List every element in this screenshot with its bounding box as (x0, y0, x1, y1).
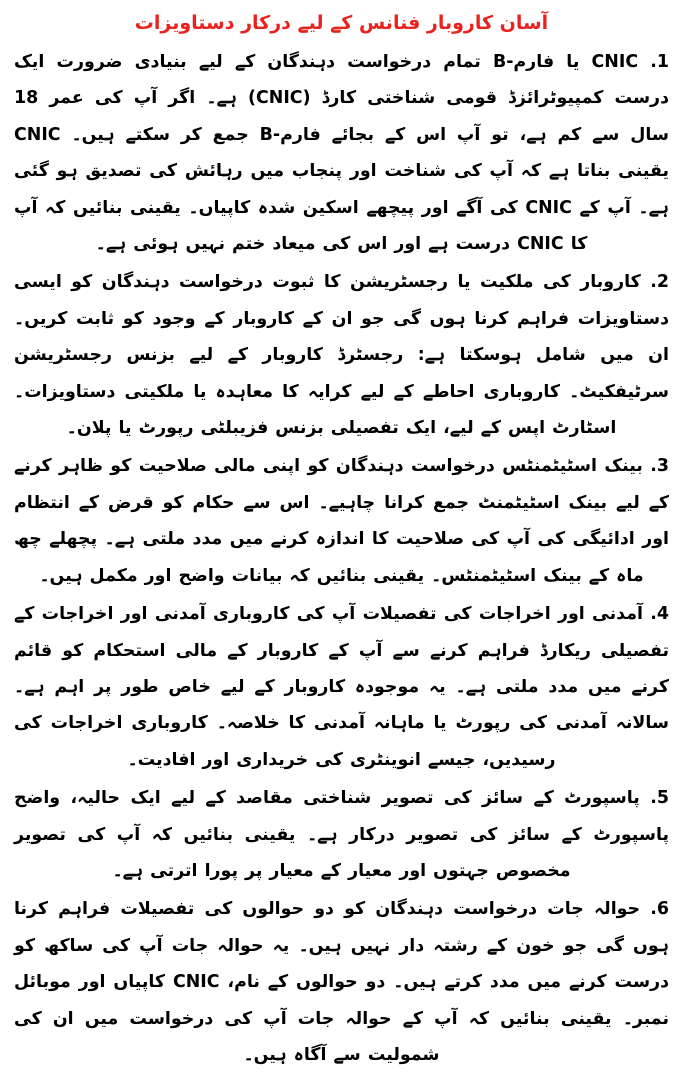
section-number: 2. (650, 272, 669, 293)
section-text: پاسپورٹ کے سائز کی تصویر شناختی مقاصد کے لیے ایک حالیہ، واضح پاسپورٹ کے سائز کی تصویر درکار ہے۔ یقینی بنائیں کہ آپ کی تصویر مخصوص جہتوں اور معیار کے معیار پر پورا اترتی ہے۔ (14, 788, 669, 881)
section-text: بینک اسٹیٹمنٹس درخواست دہندگان کو اپنی مالی صلاحیت کو ظاہر کرنے کے لیے بینک اسٹیٹمنٹ جمع کرانا چاہیے۔ اس سے حکام کو قرض کے انتظام اور ادائیگی کی آپ کی صلاحیت کا اندازہ کرنے میں مدد ملتی ہے۔ پچھلے چھ ماہ کے بینک اسٹیٹمنٹس۔ یقینی بنائیں کہ بیانات واضح اور مکمل ہیں۔ (14, 456, 669, 586)
section-number: 1. (650, 52, 669, 72)
section-text: کاروبار کی ملکیت یا رجسٹریشن کا ثبوت درخواست دہندگان کو ایسی دستاویزات فراہم کرنا ہوں گی جو ان کے کاروبار کے وجود کو ثابت کریں۔ ان میں شامل ہوسکتا ہے: رجسٹرڈ کاروبار کے لیے بزنس رجسٹریشن سرٹیفکیٹ۔ کاروباری احاطے کے لیے کرایہ کا معاہدہ یا ملکیتی دستاویزات۔ اسٹارٹ اپس کے لیے، ایک تفصیلی بزنس فزیبلٹی رپورٹ یا پلان۔ (14, 272, 669, 439)
section-bank-statements (14, 448, 669, 594)
section-number: 3. (650, 456, 669, 477)
section-number: 6. (650, 899, 669, 920)
section-text: CNIC یا فارم-B تمام درخواست دہندگان کے لیے بنیادی ضرورت ایک درست کمپیوٹرائزڈ قومی شناختی کارڈ (CNIC) ہے۔ اگر آپ کی عمر 18 سال سے کم ہے، تو آپ اس کے بجائے فارم-B جمع کر سکتے ہیں۔ CNIC یقینی بناتا ہے کہ آپ کی شناخت اور پنجاب میں رہائش کی تصدیق ہو گئی ہے۔ آپ کے CNIC کی آگے اور پیچھے اسکین شدہ کاپیاں۔ یقینی بنائیں کہ آپ کا CNIC درست ہے اور اس کی میعاد ختم نہیں ہوئی ہے۔ (14, 52, 669, 255)
section-references (14, 891, 669, 1073)
section-cnic (14, 44, 669, 262)
section-business-ownership (14, 264, 669, 446)
document-title: آسان کاروبار فنانس کے لیے درکار دستاویزات (134, 12, 549, 34)
section-income-expenses (14, 596, 669, 778)
section-number: 5. (650, 788, 669, 809)
section-number: 4. (650, 604, 669, 625)
section-text: حوالہ جات درخواست دہندگان کو دو حوالوں کی تفصیلات فراہم کرنا ہوں گی جو خون کے رشتہ دار نہیں ہیں۔ یہ حوالہ جات آپ کی ساکھ کو درست کرنے میں مدد کرتے ہیں۔ دو حوالوں کے نام، CNIC کاپیاں اور موبائل نمبر۔ یقینی بنائیں کہ آپ کے حوالہ جات آپ کی درخواست میں ان کی شمولیت سے آگاہ ہیں۔ (14, 899, 670, 1065)
section-passport-photo (14, 780, 669, 889)
section-text: آمدنی اور اخراجات کی تفصیلات آپ کی کاروباری آمدنی اور اخراجات کے تفصیلی ریکارڈ فراہم کرنے سے آپ کے کاروبار کے مالی استحکام کو قائم کرنے میں مدد ملتی ہے۔ یہ موجودہ کاروبار کے لیے خاص طور پر اہم ہے۔ سالانہ آمدنی کی رپورٹ یا ماہانہ آمدنی کا خلاصہ۔ کاروباری اخراجات کی رسیدیں، جیسے انوینٹری کی خریداری اور افادیت۔ (14, 604, 669, 770)
